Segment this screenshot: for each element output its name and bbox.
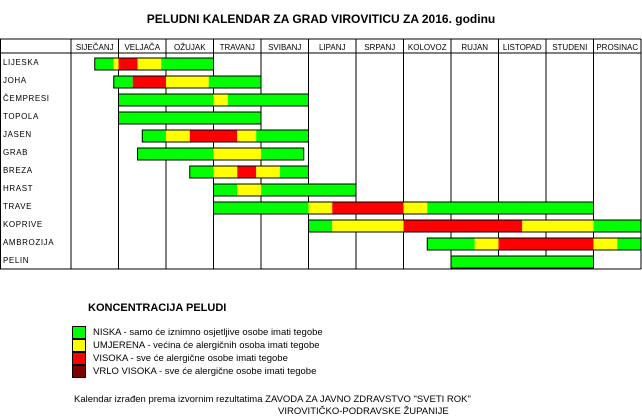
legend-swatch-vrlo-visoka bbox=[72, 365, 86, 378]
pollen-segment bbox=[119, 58, 138, 70]
footer-line-1: Kalendar izrađen prema izvornim rezultatima ZAVODA ZA JAVNO ZDRAVSTVO "SVETI ROK" bbox=[74, 394, 471, 405]
plant-label: TOPOLA bbox=[3, 112, 39, 121]
plant-label: JASEN bbox=[3, 130, 32, 139]
pollen-segment bbox=[475, 238, 499, 250]
pollen-segment bbox=[209, 76, 261, 88]
pollen-segment bbox=[138, 148, 214, 160]
pollen-segment bbox=[617, 238, 641, 250]
pollen-segment bbox=[119, 94, 214, 106]
pollen-segment bbox=[119, 112, 262, 124]
plant-label: GRAB bbox=[3, 148, 29, 157]
legend-swatch-visoka bbox=[72, 352, 86, 365]
month-label: OŽUJAK bbox=[173, 43, 206, 52]
pollen-segment bbox=[261, 184, 356, 196]
pollen-segment bbox=[522, 220, 593, 232]
pollen-segment bbox=[451, 256, 594, 268]
plant-label: KOPRIVE bbox=[3, 220, 43, 229]
plant-label: HRAST bbox=[3, 184, 34, 193]
month-label: SRPANJ bbox=[364, 43, 396, 52]
pollen-segment bbox=[256, 166, 280, 178]
pollen-segment bbox=[261, 148, 304, 160]
month-label: LISTOPAD bbox=[502, 43, 542, 52]
pollen-segment bbox=[228, 94, 309, 106]
pollen-segment bbox=[138, 58, 162, 70]
pollen-segment bbox=[309, 202, 333, 214]
plant-label: JOHA bbox=[3, 76, 27, 85]
pollen-segment bbox=[214, 184, 238, 196]
pollen-segment bbox=[256, 130, 308, 142]
legend-swatch-umjerena bbox=[72, 339, 86, 352]
legend-label-vrlo-visoka: VRLO VISOKA - sve će alergične osobe imati tegobe bbox=[93, 366, 317, 377]
pollen-segment bbox=[594, 220, 642, 232]
pollen-segment bbox=[280, 166, 309, 178]
month-label: STUDENI bbox=[552, 43, 588, 52]
pollen-segment bbox=[190, 166, 214, 178]
footer-line-2: VIROVITIČKO-PODRAVSKE ŽUPANIJE bbox=[278, 406, 449, 417]
plant-label: TRAVE bbox=[3, 202, 33, 211]
pollen-segment bbox=[214, 148, 262, 160]
pollen-segment bbox=[237, 166, 256, 178]
month-label: KOLOVOZ bbox=[407, 43, 447, 52]
plant-label: LIJESKA bbox=[3, 58, 40, 67]
pollen-segment bbox=[427, 238, 475, 250]
pollen-segment bbox=[214, 166, 238, 178]
month-label: LIPANJ bbox=[318, 43, 346, 52]
plant-label: ČEMPRESI bbox=[3, 94, 50, 103]
pollen-segment bbox=[237, 130, 256, 142]
pollen-segment bbox=[95, 58, 114, 70]
legend-title: KONCENTRACIJA PELUDI bbox=[88, 302, 227, 314]
legend-label-niska: NISKA - samo će iznimno osjetljive osobe imati tegobe bbox=[93, 327, 323, 338]
pollen-segment bbox=[594, 238, 618, 250]
plant-label: PELIN bbox=[3, 256, 30, 265]
pollen-segment bbox=[404, 202, 428, 214]
pollen-segment bbox=[114, 58, 119, 70]
pollen-segment bbox=[309, 220, 333, 232]
legend-label-visoka: VISOKA - sve će alergične osobe imati tegobe bbox=[93, 353, 288, 364]
pollen-segment bbox=[190, 130, 238, 142]
pollen-segment bbox=[133, 76, 166, 88]
pollen-segment bbox=[166, 130, 190, 142]
chart-title: PELUDNI KALENDAR ZA GRAD VIROVITICU ZA 2016. godinu bbox=[146, 12, 496, 26]
legend-label-umjerena: UMJERENA - većina će alergičnih osoba imati tegobe bbox=[93, 340, 320, 351]
pollen-segment bbox=[404, 220, 523, 232]
pollen-segment bbox=[214, 94, 228, 106]
legend-swatch-niska bbox=[72, 326, 86, 339]
pollen-segment bbox=[332, 220, 403, 232]
pollen-segment bbox=[332, 202, 403, 214]
month-label: VELJAČA bbox=[124, 43, 161, 52]
pollen-segment bbox=[427, 202, 593, 214]
pollen-segment bbox=[499, 238, 594, 250]
month-label: SVIBANJ bbox=[268, 43, 302, 52]
pollen-segment bbox=[161, 58, 213, 70]
pollen-segment bbox=[214, 202, 309, 214]
pollen-segment bbox=[114, 76, 133, 88]
pollen-segment bbox=[237, 184, 261, 196]
month-label: SIJEČANJ bbox=[75, 43, 114, 52]
plant-label: AMBROZIJA bbox=[3, 238, 55, 247]
pollen-segment bbox=[166, 76, 209, 88]
plant-label: BREZA bbox=[3, 166, 33, 175]
month-label: RUJAN bbox=[461, 43, 489, 52]
month-label: TRAVANJ bbox=[219, 43, 255, 52]
pollen-segment bbox=[142, 130, 166, 142]
month-label: PROSINAC bbox=[596, 43, 639, 52]
